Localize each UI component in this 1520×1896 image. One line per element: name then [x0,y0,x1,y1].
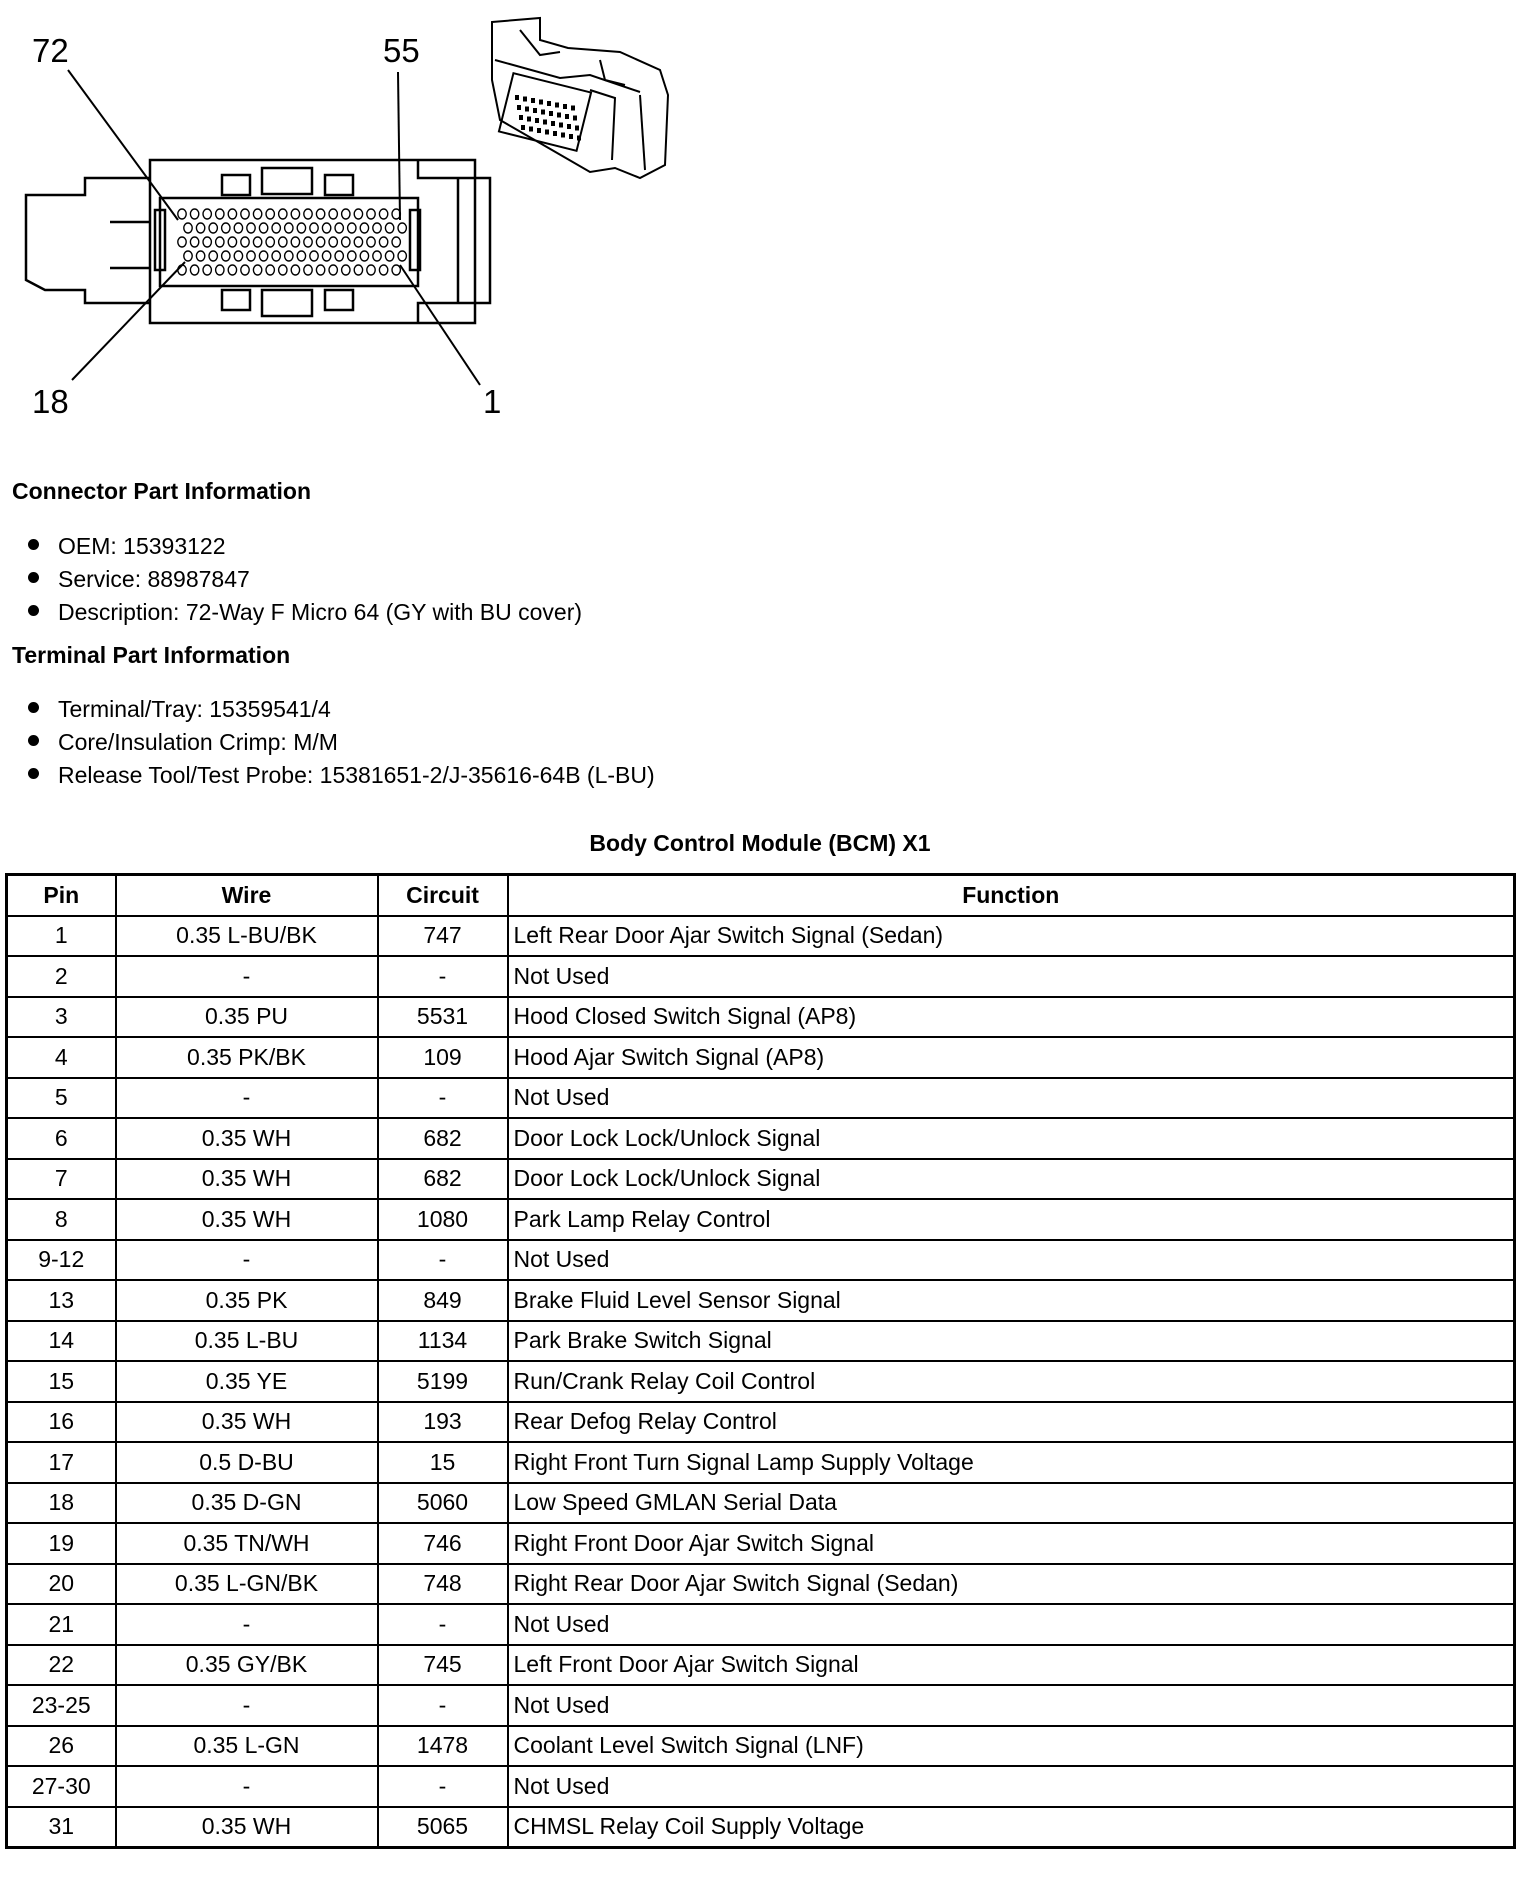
cell-circuit: 682 [378,1159,508,1200]
pin-cavity [551,121,555,126]
cell-pin: 16 [7,1402,116,1443]
table-row [7,916,1515,957]
pin-cavity [571,106,575,111]
pin-hole [304,209,312,219]
pin-hole [272,223,280,233]
pin-hole [190,209,198,219]
cell-pin: 31 [7,1807,116,1848]
pin-hole [266,209,274,219]
cell-wire: 0.35 D-GN [116,1483,378,1524]
cell-pin: 2 [7,956,116,997]
cell-wire: - [116,1604,378,1645]
cell-function: Hood Ajar Switch Signal (AP8) [508,1037,1515,1078]
pin-cavity [527,117,531,122]
pin-hole [228,265,236,275]
pin-hole [216,265,224,275]
pin-cavity [575,126,579,131]
connector-info-heading: Connector Part Information [12,478,312,504]
cell-pin: 5 [7,1078,116,1119]
pin-hole [291,209,299,219]
pin-hole [247,223,255,233]
pin-hole [228,237,236,247]
table-row [7,1766,1515,1807]
pin-hole [259,223,267,233]
cell-pin: 23-25 [7,1685,116,1726]
pin-18-label: 18 [32,383,69,420]
cell-circuit: 849 [378,1280,508,1321]
pin-cavity [523,97,527,102]
pin-cavity [517,105,521,110]
cell-wire: 0.35 YE [116,1361,378,1402]
cell-circuit: - [378,956,508,997]
cell-pin: 7 [7,1159,116,1200]
list-item: Description: 72-Way F Micro 64 (GY with BU cover) [28,596,582,629]
pin-cavity [537,128,541,133]
pin-hole [385,251,393,261]
cell-function: Door Lock Lock/Unlock Signal [508,1118,1515,1159]
table-row [7,1604,1515,1645]
pin-cavity [543,120,547,125]
pin-72-label: 72 [32,32,69,69]
pin-hole [379,237,387,247]
pin-hole [203,265,211,275]
pin-hole [316,209,324,219]
table-row [7,1726,1515,1767]
cell-function: Park Lamp Relay Control [508,1199,1515,1240]
pin-hole [329,237,337,247]
cell-wire: 0.35 GY/BK [116,1645,378,1686]
pin-hole [398,251,406,261]
cell-wire: 0.35 PK/BK [116,1037,378,1078]
pin-hole [241,265,249,275]
header-function: Function [508,875,1515,916]
pin-hole [222,223,230,233]
pin-cavity [519,115,523,120]
pin-hole [360,251,368,261]
pin-hole [392,237,400,247]
cell-wire: - [116,956,378,997]
pin-hole [266,237,274,247]
bullet-icon [28,539,39,550]
pin-hole [253,265,261,275]
pin-hole [392,265,400,275]
pin-hole [304,265,312,275]
pin-hole [253,209,261,219]
pin-cavity [531,98,535,103]
pin-cavity [561,133,565,138]
cell-pin: 4 [7,1037,116,1078]
pin-hole [291,265,299,275]
pin-cavity [525,107,529,112]
pin-cavity [565,114,569,119]
bullet-icon [28,572,39,583]
list-item: Release Tool/Test Probe: 15381651-2/J-35616-64B (L-BU) [28,759,655,792]
pin-cavity [545,130,549,135]
pin-cavity [577,136,581,141]
cell-circuit: 745 [378,1645,508,1686]
table-row [7,1240,1515,1281]
pin-hole [196,251,204,261]
cell-function: Right Front Door Ajar Switch Signal [508,1523,1515,1564]
pin-hole [329,265,337,275]
cell-wire: 0.35 WH [116,1199,378,1240]
header-pin: Pin [7,875,116,916]
pin-cavity [559,123,563,128]
pin-hole [297,223,305,233]
terminal-info-heading: Terminal Part Information [12,642,291,668]
table-header-row [7,875,1515,916]
cell-pin: 9-12 [7,1240,116,1281]
table-row [7,1118,1515,1159]
pin-cavity [533,108,537,113]
pin-hole [178,237,186,247]
cell-function: Brake Fluid Level Sensor Signal [508,1280,1515,1321]
cell-wire: 0.35 L-GN/BK [116,1564,378,1605]
pin-hole [216,209,224,219]
cell-circuit: - [378,1685,508,1726]
cell-pin: 17 [7,1442,116,1483]
pin-hole [354,265,362,275]
cell-function: Right Front Turn Signal Lamp Supply Voltage [508,1442,1515,1483]
pin-hole [342,265,350,275]
cell-pin: 8 [7,1199,116,1240]
pin-hole [291,237,299,247]
pin-hole [285,223,293,233]
cell-circuit: 15 [378,1442,508,1483]
pin-hole [178,209,186,219]
pin-cavity [567,124,571,129]
list-item: Terminal/Tray: 15359541/4 [28,693,655,726]
cell-pin: 27-30 [7,1766,116,1807]
pin-hole [297,251,305,261]
cell-function: Not Used [508,956,1515,997]
connector-face-illustration [0,0,720,440]
pin-cavity [547,101,551,106]
pin-hole [322,251,330,261]
table-row [7,1645,1515,1686]
pin-hole [316,265,324,275]
cell-function: Left Front Door Ajar Switch Signal [508,1645,1515,1686]
cell-function: Not Used [508,1685,1515,1726]
table-row [7,1199,1515,1240]
pin-hole [241,237,249,247]
table-row [7,1321,1515,1362]
pin-hole [335,223,343,233]
list-item: Core/Insulation Crimp: M/M [28,726,655,759]
pin-hole [367,265,375,275]
table-row [7,956,1515,997]
connector-info-list [28,530,582,629]
pin-cavity [529,127,533,132]
pin-hole [259,251,267,261]
pin-hole [398,223,406,233]
cell-circuit: 682 [378,1118,508,1159]
cell-wire: - [116,1766,378,1807]
cell-wire: 0.35 PK [116,1280,378,1321]
pin-hole [354,209,362,219]
pin-hole [279,209,287,219]
table-row [7,1078,1515,1119]
cell-wire: 0.35 L-GN [116,1726,378,1767]
pin-hole [310,251,318,261]
cell-pin: 20 [7,1564,116,1605]
cell-circuit: 5065 [378,1807,508,1848]
cell-wire: - [116,1240,378,1281]
bullet-icon [28,605,39,616]
cell-pin: 15 [7,1361,116,1402]
table-row [7,1483,1515,1524]
cell-wire: 0.35 L-BU/BK [116,916,378,957]
cell-function: Coolant Level Switch Signal (LNF) [508,1726,1515,1767]
pin-hole [367,237,375,247]
pinout-table-body [7,916,1515,1848]
cell-function: Right Rear Door Ajar Switch Signal (Sedan) [508,1564,1515,1605]
pin-hole [203,209,211,219]
pin-hole [285,251,293,261]
cell-circuit: 747 [378,916,508,957]
pin-hole [348,223,356,233]
header-circuit: Circuit [378,875,508,916]
bullet-icon [28,768,39,779]
terminal-info-list [28,693,655,792]
cell-function: Not Used [508,1766,1515,1807]
cell-circuit: - [378,1604,508,1645]
header-wire: Wire [116,875,378,916]
pin-hole [196,223,204,233]
connector-diagram [0,0,720,440]
cell-pin: 26 [7,1726,116,1767]
pin-hole [322,223,330,233]
pin-hole [279,237,287,247]
cell-circuit: 5199 [378,1361,508,1402]
cell-circuit: 193 [378,1402,508,1443]
cell-circuit: - [378,1240,508,1281]
cell-wire: 0.35 PU [116,997,378,1038]
pin-hole [354,237,362,247]
pin-hole [234,251,242,261]
pin-hole [379,209,387,219]
pin-cavity [535,118,539,123]
pin-hole [228,209,236,219]
pin-hole [190,237,198,247]
pin-cavity [549,111,553,116]
cell-circuit: 1134 [378,1321,508,1362]
cell-wire: - [116,1685,378,1726]
cell-function: Run/Crank Relay Coil Control [508,1361,1515,1402]
table-caption: Body Control Module (BCM) X1 [589,830,931,856]
cell-function: Not Used [508,1078,1515,1119]
list-item: Service: 88987847 [28,563,582,596]
cell-circuit: 5531 [378,997,508,1038]
pin-hole [279,265,287,275]
table-row [7,1280,1515,1321]
cell-pin: 13 [7,1280,116,1321]
cell-function: Hood Closed Switch Signal (AP8) [508,997,1515,1038]
pin-hole [253,237,261,247]
pin-hole [190,265,198,275]
table-row [7,1442,1515,1483]
pin-cavity [555,103,559,108]
pin-cavity [539,100,543,105]
table-row [7,1523,1515,1564]
table-row [7,1807,1515,1848]
pin-hole [247,251,255,261]
pin-hole [342,237,350,247]
table-row [7,1037,1515,1078]
cell-wire: - [116,1078,378,1119]
pin-cavity [569,134,573,139]
cell-wire: 0.35 WH [116,1159,378,1200]
cell-pin: 21 [7,1604,116,1645]
pin-hole [272,251,280,261]
cell-wire: 0.35 WH [116,1402,378,1443]
pin-cavity [515,95,519,100]
pin-hole [342,209,350,219]
pin-cavity [557,113,561,118]
table-row [7,1564,1515,1605]
cell-function: Rear Defog Relay Control [508,1402,1515,1443]
cell-pin: 3 [7,997,116,1038]
cell-circuit: 109 [378,1037,508,1078]
table-row [7,1402,1515,1443]
cell-wire: 0.35 L-BU [116,1321,378,1362]
cell-function: Not Used [508,1240,1515,1281]
pin-hole [184,223,192,233]
cell-circuit: 1478 [378,1726,508,1767]
cell-pin: 19 [7,1523,116,1564]
cell-circuit: - [378,1766,508,1807]
pin-hole [222,251,230,261]
cell-function: Door Lock Lock/Unlock Signal [508,1159,1515,1200]
pin-hole [316,237,324,247]
cell-function: Low Speed GMLAN Serial Data [508,1483,1515,1524]
pin-hole [385,223,393,233]
pin-hole [329,209,337,219]
pin-cavity [563,104,567,109]
cell-function: Park Brake Switch Signal [508,1321,1515,1362]
pin-hole [304,237,312,247]
pin-hole [360,223,368,233]
pin-cavity [521,125,525,130]
table-row [7,997,1515,1038]
cell-wire: 0.5 D-BU [116,1442,378,1483]
table-row [7,1361,1515,1402]
cell-pin: 14 [7,1321,116,1362]
cell-pin: 1 [7,916,116,957]
cell-function: Not Used [508,1604,1515,1645]
cell-circuit: 748 [378,1564,508,1605]
pinout-table [5,873,1516,1849]
cell-function: Left Rear Door Ajar Switch Signal (Sedan) [508,916,1515,957]
cell-pin: 18 [7,1483,116,1524]
cell-pin: 22 [7,1645,116,1686]
cell-circuit: 746 [378,1523,508,1564]
cell-circuit: 5060 [378,1483,508,1524]
pin-cavity [541,110,545,115]
cell-circuit: 1080 [378,1199,508,1240]
cell-wire: 0.35 TN/WH [116,1523,378,1564]
pin-hole [348,251,356,261]
pin-hole [373,251,381,261]
pin-hole [335,251,343,261]
table-row [7,1159,1515,1200]
pin-hole [241,209,249,219]
table-row [7,1685,1515,1726]
pin-hole [203,237,211,247]
pin-hole [216,237,224,247]
cell-function: CHMSL Relay Coil Supply Voltage [508,1807,1515,1848]
pin-hole [367,209,375,219]
pin-hole [310,223,318,233]
pin-hole [373,223,381,233]
cell-wire: 0.35 WH [116,1807,378,1848]
pin-hole [209,251,217,261]
bullet-icon [28,735,39,746]
cell-pin: 6 [7,1118,116,1159]
cell-circuit: - [378,1078,508,1119]
list-item: OEM: 15393122 [28,530,582,563]
pin-hole [234,223,242,233]
pin-cavity [553,131,557,136]
bullet-icon [28,702,39,713]
pin-hole [209,223,217,233]
pin-hole [184,251,192,261]
pin-cavity [573,116,577,121]
pin-hole [266,265,274,275]
cell-wire: 0.35 WH [116,1118,378,1159]
pin-1-label: 1 [483,383,502,420]
pin-hole [379,265,387,275]
pin-55-label: 55 [383,32,420,69]
